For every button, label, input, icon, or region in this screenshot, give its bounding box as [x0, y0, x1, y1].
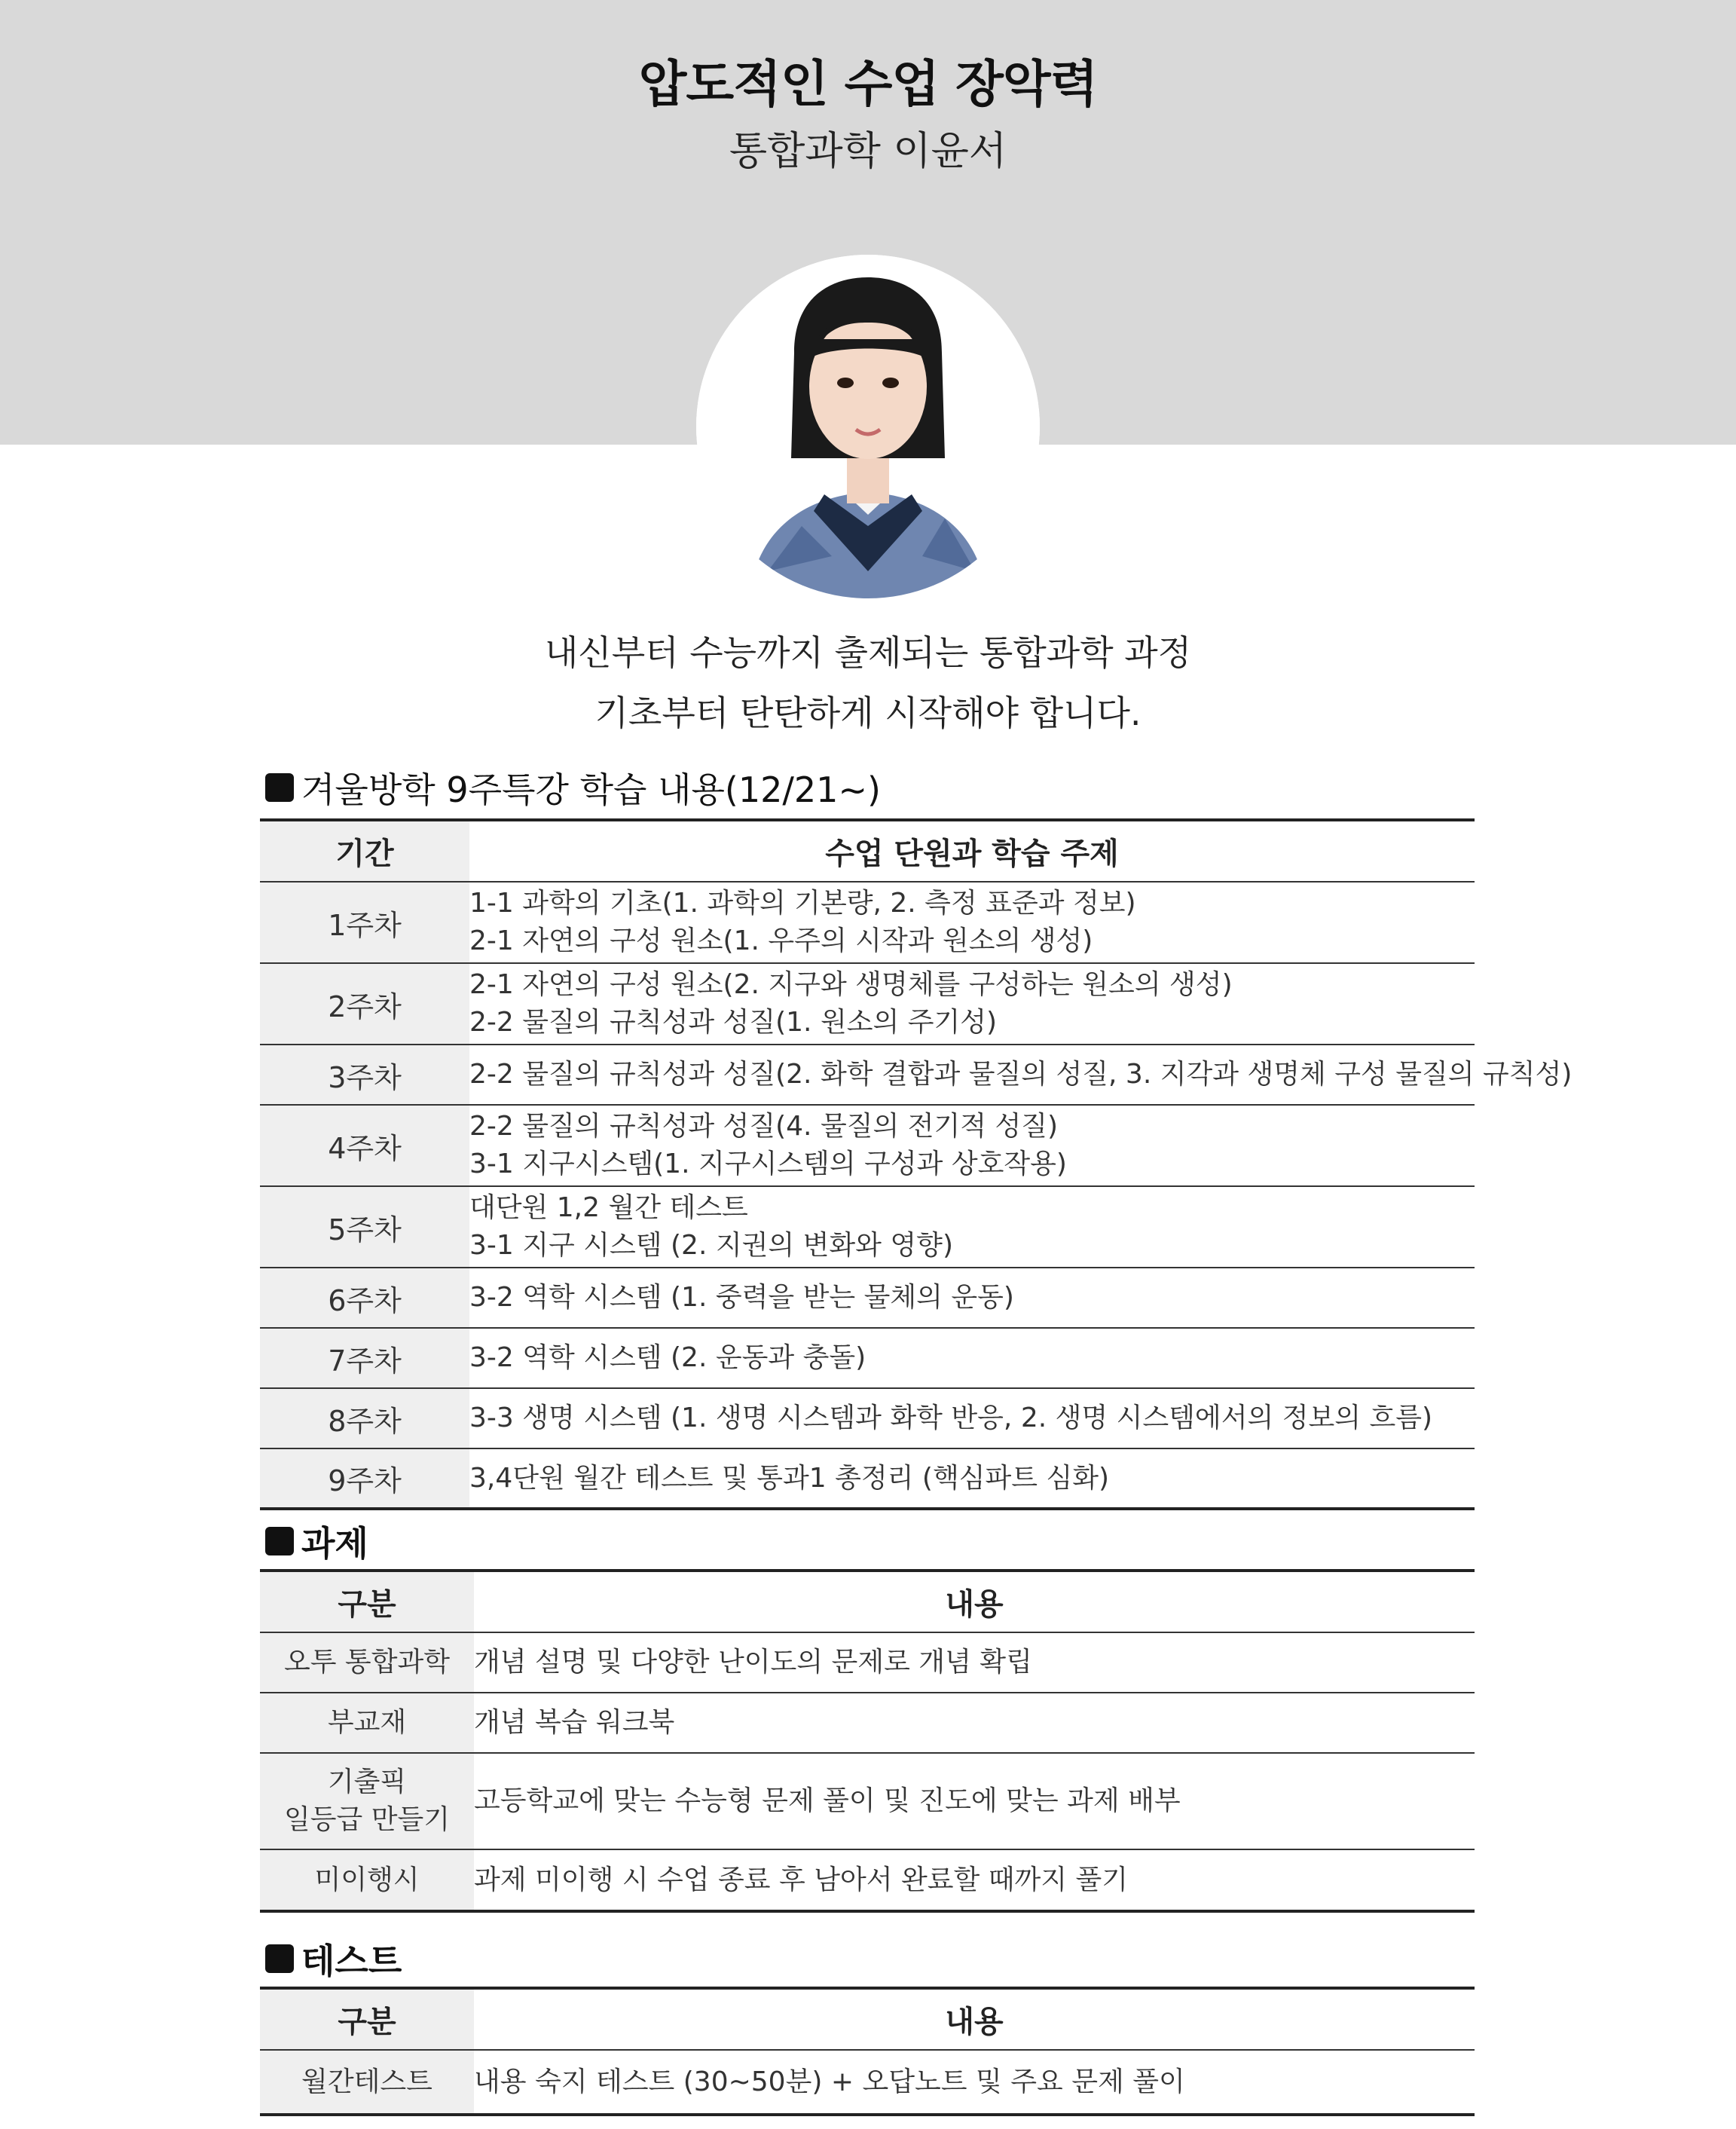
- topic-cell: [469, 882, 1475, 963]
- black-square-icon: [265, 1944, 294, 1973]
- black-square-icon: [265, 773, 294, 802]
- topic-cell: [469, 963, 1475, 1045]
- week-cell: 3주차: [260, 1045, 469, 1105]
- table-row: [260, 963, 1475, 1045]
- week-cell: 7주차: [260, 1328, 469, 1388]
- table-row: [260, 1448, 1475, 1509]
- homework-type-cell: [260, 1632, 474, 1693]
- page-title: 압도적인 수업 장악력: [638, 55, 1098, 113]
- test-heading-text: 테스트: [301, 1941, 402, 1981]
- table-row: [260, 1849, 1475, 1911]
- topic-line: 2-1 자연의 구성 원소(2. 지구와 생명체를 구성하는 원소의 생성): [469, 969, 1233, 1000]
- topic-cell: [469, 1105, 1475, 1186]
- teacher-photo-illustration: [696, 255, 1040, 598]
- topic-cell: [469, 1448, 1475, 1509]
- intro-line-1: 내신부터 수능까지 출제되는 통합과학 과정: [544, 632, 1192, 673]
- week-cell: 8주차: [260, 1388, 469, 1448]
- schedule-col-content: 수업 단원과 학습 주제: [469, 820, 1475, 882]
- table-row: [260, 1753, 1475, 1849]
- topic-cell: [469, 1268, 1475, 1328]
- topic-cell: [469, 1045, 1572, 1105]
- topic-cell: [469, 1328, 1475, 1388]
- week-cell: 5주차: [260, 1186, 469, 1268]
- homework-type-line: 일등급 만들기: [283, 1804, 451, 1835]
- topic-line: 3-2 역학 시스템 (2. 운동과 충돌): [469, 1342, 866, 1373]
- homework-heading-text: 과제: [301, 1523, 368, 1564]
- test-type-cell: 월간테스트: [260, 2050, 474, 2115]
- topic-cell: [469, 1186, 1475, 1268]
- week-cell: 4주차: [260, 1105, 469, 1186]
- test-heading: [265, 1934, 402, 1984]
- test-col-type: 구분: [260, 1988, 474, 2050]
- homework-col-type: 구분: [260, 1571, 474, 1632]
- topic-line: 대단원 1,2 월간 테스트: [469, 1192, 748, 1223]
- topic-line: 2-2 물질의 규칙성과 성질(2. 화학 결합과 물질의 성질, 3. 지각과 생명체 구성 물질의 규칙성): [469, 1059, 1572, 1090]
- homework-heading: [265, 1516, 368, 1566]
- homework-content-cell: 개념 설명 및 다양한 난이도의 문제로 개념 확립: [474, 1632, 1475, 1693]
- topic-line: 1-1 과학의 기초(1. 과학의 기본량, 2. 측정 표준과 정보): [469, 888, 1136, 919]
- homework-type-cell: [260, 1849, 474, 1911]
- homework-content-cell: 고등학교에 맞는 수능형 문제 풀이 및 진도에 맞는 과제 배부: [474, 1753, 1475, 1849]
- homework-table: [260, 1569, 1475, 1913]
- test-table: [260, 1987, 1475, 2116]
- test-content-cell: 내용 숙지 테스트 (30~50분) + 오답노트 및 주요 문제 풀이: [474, 2050, 1475, 2115]
- table-row: [260, 1268, 1475, 1328]
- homework-content-cell: 개념 복습 워크북: [474, 1693, 1475, 1753]
- table-row: [260, 1693, 1475, 1753]
- week-cell: 6주차: [260, 1268, 469, 1328]
- schedule-heading: [265, 763, 881, 812]
- week-cell: 9주차: [260, 1448, 469, 1509]
- homework-type-cell: [260, 1693, 474, 1753]
- homework-type-line: 부교재: [327, 1707, 407, 1738]
- homework-type-line: 기출픽: [327, 1767, 407, 1797]
- table-row: [260, 1328, 1475, 1388]
- topic-line: 3,4단원 월간 테스트 및 통과1 총정리 (핵심파트 심화): [469, 1462, 1110, 1494]
- table-row: [260, 1632, 1475, 1693]
- topic-line: 2-2 물질의 규칙성과 성질(1. 원소의 주기성): [469, 1007, 998, 1038]
- test-col-content: 내용: [474, 1988, 1475, 2050]
- schedule-col-period: 기간: [260, 820, 469, 882]
- table-row: [260, 882, 1475, 963]
- topic-line: 2-2 물질의 규칙성과 성질(4. 물질의 전기적 성질): [469, 1111, 1059, 1142]
- topic-line: 3-1 지구 시스템 (2. 지권의 변화와 영향): [469, 1230, 953, 1261]
- teacher-subtitle: 통합과학 이윤서: [729, 129, 1007, 174]
- topic-line: 2-1 자연의 구성 원소(1. 우주의 시작과 원소의 생성): [469, 925, 1093, 956]
- homework-type-cell: [260, 1753, 474, 1849]
- homework-type-line: 오투 통합과학: [283, 1647, 451, 1678]
- table-row: [260, 1045, 1475, 1105]
- topic-line: 3-2 역학 시스템 (1. 중력을 받는 물체의 운동): [469, 1282, 1014, 1313]
- topic-line: 3-3 생명 시스템 (1. 생명 시스템과 화학 반응, 2. 생명 시스템에서의 정보의 흐름): [469, 1403, 1433, 1433]
- black-square-icon: [265, 1527, 294, 1555]
- homework-col-content: 내용: [474, 1571, 1475, 1632]
- schedule-heading-text: 겨울방학 9주특강 학습 내용(12/21~): [301, 769, 881, 810]
- homework-type-line: 미이행시: [314, 1864, 420, 1895]
- topic-cell: [469, 1388, 1475, 1448]
- table-row: [260, 1105, 1475, 1186]
- schedule-table: [260, 818, 1572, 1510]
- topic-line: 3-1 지구시스템(1. 지구시스템의 구성과 상호작용): [469, 1149, 1067, 1179]
- table-row: [260, 2050, 1475, 2115]
- homework-content-cell: 과제 미이행 시 수업 종료 후 남아서 완료할 때까지 풀기: [474, 1849, 1475, 1911]
- week-cell: 2주차: [260, 963, 469, 1045]
- table-row: [260, 1186, 1475, 1268]
- intro-text: [0, 622, 1736, 743]
- teacher-portrait: [696, 255, 1040, 598]
- table-row: [260, 1388, 1475, 1448]
- week-cell: 1주차: [260, 882, 469, 963]
- intro-line-2: 기초부터 탄탄하게 시작해야 합니다.: [594, 693, 1142, 733]
